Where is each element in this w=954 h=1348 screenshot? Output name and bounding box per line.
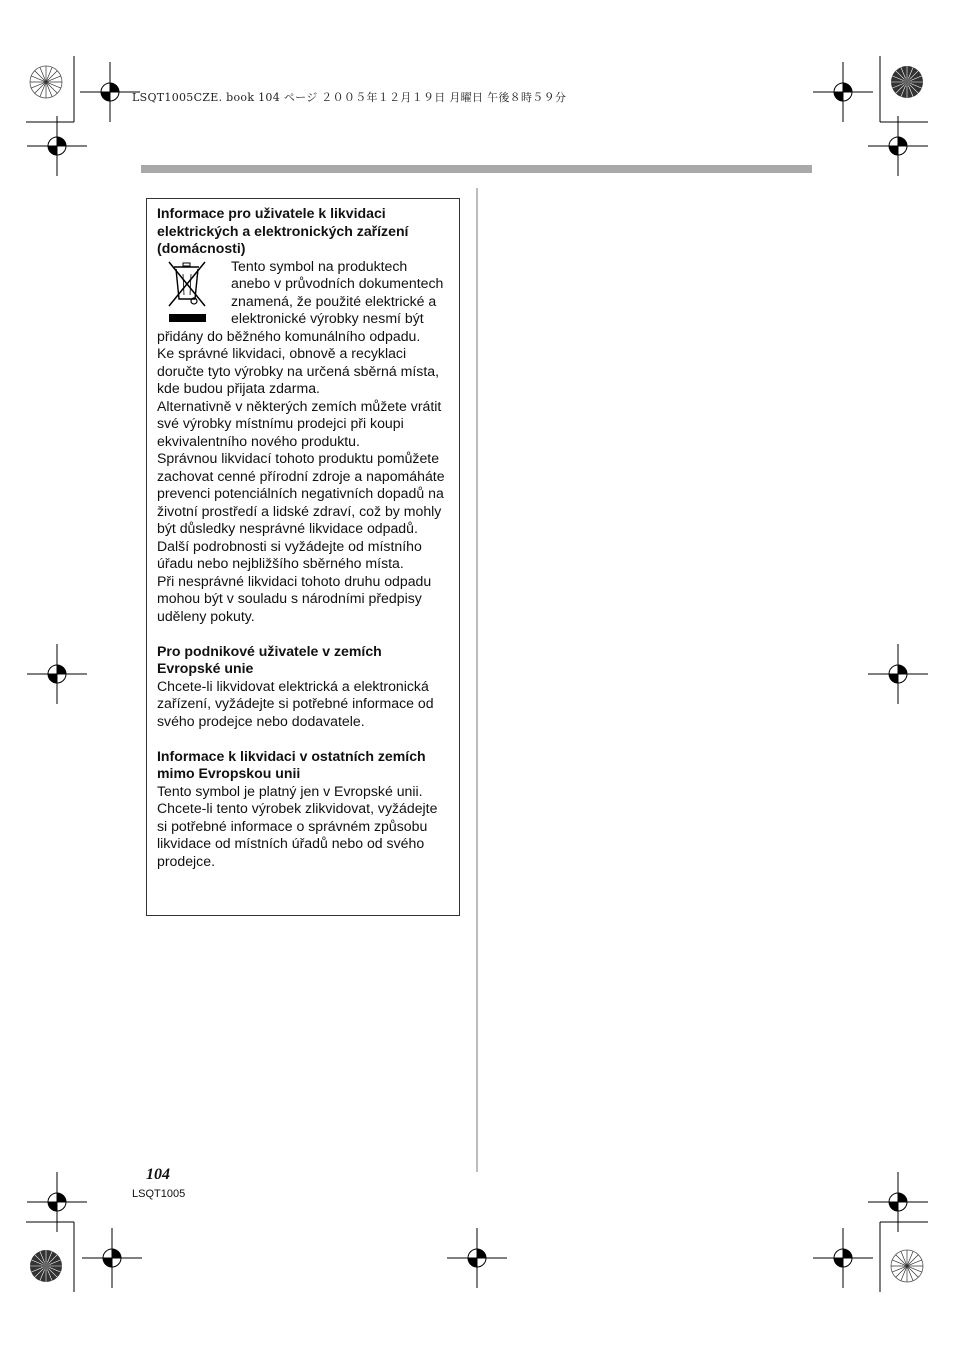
business-users-text: Chcete-li likvidovat elektrická a elektronická zařízení, vyžádejte si potřebné informace od svého prodejce nebo dodavatele. [157, 677, 434, 729]
disposal-info-content [157, 205, 449, 870]
disposal-info-box [146, 198, 460, 916]
model-code: LSQT1005 [132, 1188, 186, 1200]
disposal-paragraph-collection: Ke správné likvidaci, obnově a recyklaci doručte tyto výrobky na určená sběrná místa, kde budou přijata zdarma. [157, 345, 440, 396]
disposal-paragraph-symbol: Tento symbol na produktech anebo v průvodních dokumentech znamená, že použité elektrické a elektronické výrobky nesmí být přidány do běžného komunálního odpadu. [157, 257, 444, 344]
business-users-title: Pro podnikové uživatele v zemích Evropské unie [157, 642, 382, 676]
crossed-out-wheeled-bin-icon [157, 258, 231, 328]
page-number: 104 [146, 1166, 170, 1183]
column-divider [476, 188, 478, 1172]
disposal-info-title: Informace pro uživatele k likvidaci elektrických a elektronických zařízení (domácnosti) [157, 205, 409, 256]
section-top-bar [141, 165, 812, 173]
disposal-paragraph-retailer: Alternativně v některých zemích můžete vrátit své výrobky místnímu prodejci při koupi ekvivalentního nového produktu. [157, 397, 442, 449]
disposal-paragraph-environment: Správnou likvidací tohoto produktu pomůžete zachovat cenné přírodní zdroje a napomáháte prevenci potenciálních negativních dopadů na životní prostředí a lidské zdraví, což by mohly být důsledky nesprávné likvidace odpadů. Další podrobnosti si vyžádejte od místního úřadu nebo nejbližšího sběrného místa. [157, 450, 445, 571]
disposal-paragraph-penalties: Při nesprávné likvidaci tohoto druhu odpadu mohou být v souladu s národními předpisy uděleny pokuty. [157, 572, 432, 624]
outside-eu-text: Tento symbol je platný jen v Evropské unii. Chcete-li tento výrobek zlikvidovat, vyžádejte si potřebné informace o správném způsobu likvidace od místních úřadů nebo od svého prodejce. [157, 782, 438, 869]
print-file-header: LSQT1005CZE. book 104 ページ ２００５年１２月１９日 月曜日 午後８時５９分 [132, 91, 567, 104]
outside-eu-title: Informace k likvidaci v ostatních zemích mimo Evropskou unii [157, 747, 426, 781]
